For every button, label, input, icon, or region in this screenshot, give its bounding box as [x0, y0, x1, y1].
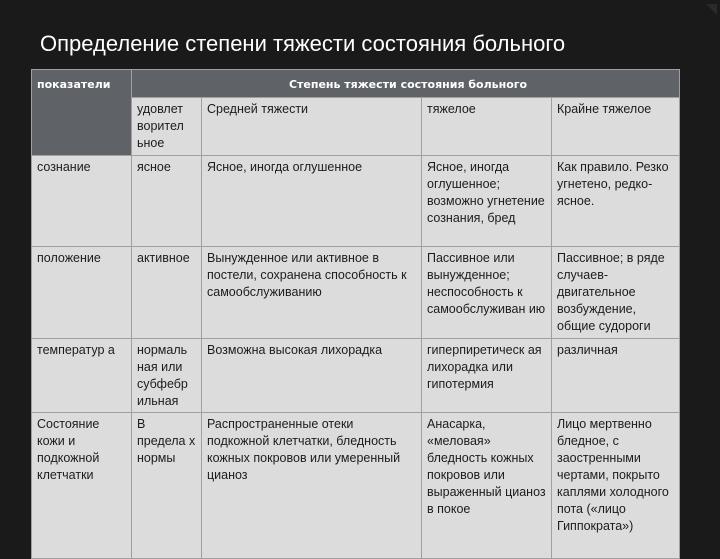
table-cell: Ясное, иногда оглушенное	[202, 156, 422, 247]
table-cell: Как правило. Резко угнетено, редко-ясное.	[552, 156, 680, 247]
table-cell: Распространенные отеки подкожной клетчатки, бледность кожных покровов или умеренный цианоз	[202, 413, 422, 559]
table-cell: Возможна высокая лихорадка	[202, 339, 422, 413]
table-cell: В предела х нормы	[132, 413, 202, 559]
page-title: Определение степени тяжести состояния больного	[40, 31, 566, 56]
table-cell: Пассивное; в ряде случаев- двигательное возбуждение, общие судороги	[552, 247, 680, 339]
header-severity: Степень тяжести состояния больного	[132, 70, 680, 98]
table-cell: Ясное, иногда оглушенное; возможно угнетение сознания, бред	[422, 156, 552, 247]
table-cell: Вынужденное или активное в постели, сохранена способность к самообслуживанию	[202, 247, 422, 339]
table-cell: активное	[132, 247, 202, 339]
row-label: Состояние кожи и подкожной клетчатки	[32, 413, 132, 559]
table-cell: Лицо мертвенно бледное, с заостренными чертами, покрыто каплями холодного пота («лицо Гиппократа»)	[552, 413, 680, 559]
column-header: тяжелое	[422, 98, 552, 156]
row-label: сознание	[32, 156, 132, 247]
table-cell: Анасарка, «меловая» бледность кожных покровов или выраженный цианоз в покое	[422, 413, 552, 559]
corner-decoration	[706, 4, 717, 15]
table-row	[32, 156, 680, 247]
table-cell: ясное	[132, 156, 202, 247]
row-label: положение	[32, 247, 132, 339]
table-cell: Пассивное или вынужденное; неспособность к самообслуживан ию	[422, 247, 552, 339]
column-header: Средней тяжести	[202, 98, 422, 156]
row-label: температур а	[32, 339, 132, 413]
column-header: удовлет ворител ьное	[132, 98, 202, 156]
table-row	[32, 247, 680, 339]
header-indicators: показатели	[32, 70, 132, 156]
column-header: Крайне тяжелое	[552, 98, 680, 156]
table-header-row	[32, 70, 680, 98]
table-cell: различная	[552, 339, 680, 413]
table-cell: гиперпиретическ ая лихорадка или гипотермия	[422, 339, 552, 413]
table-row	[32, 413, 680, 559]
table-row	[32, 339, 680, 413]
severity-table	[31, 69, 680, 559]
table-cell: нормаль ная или субфебр ильная	[132, 339, 202, 413]
